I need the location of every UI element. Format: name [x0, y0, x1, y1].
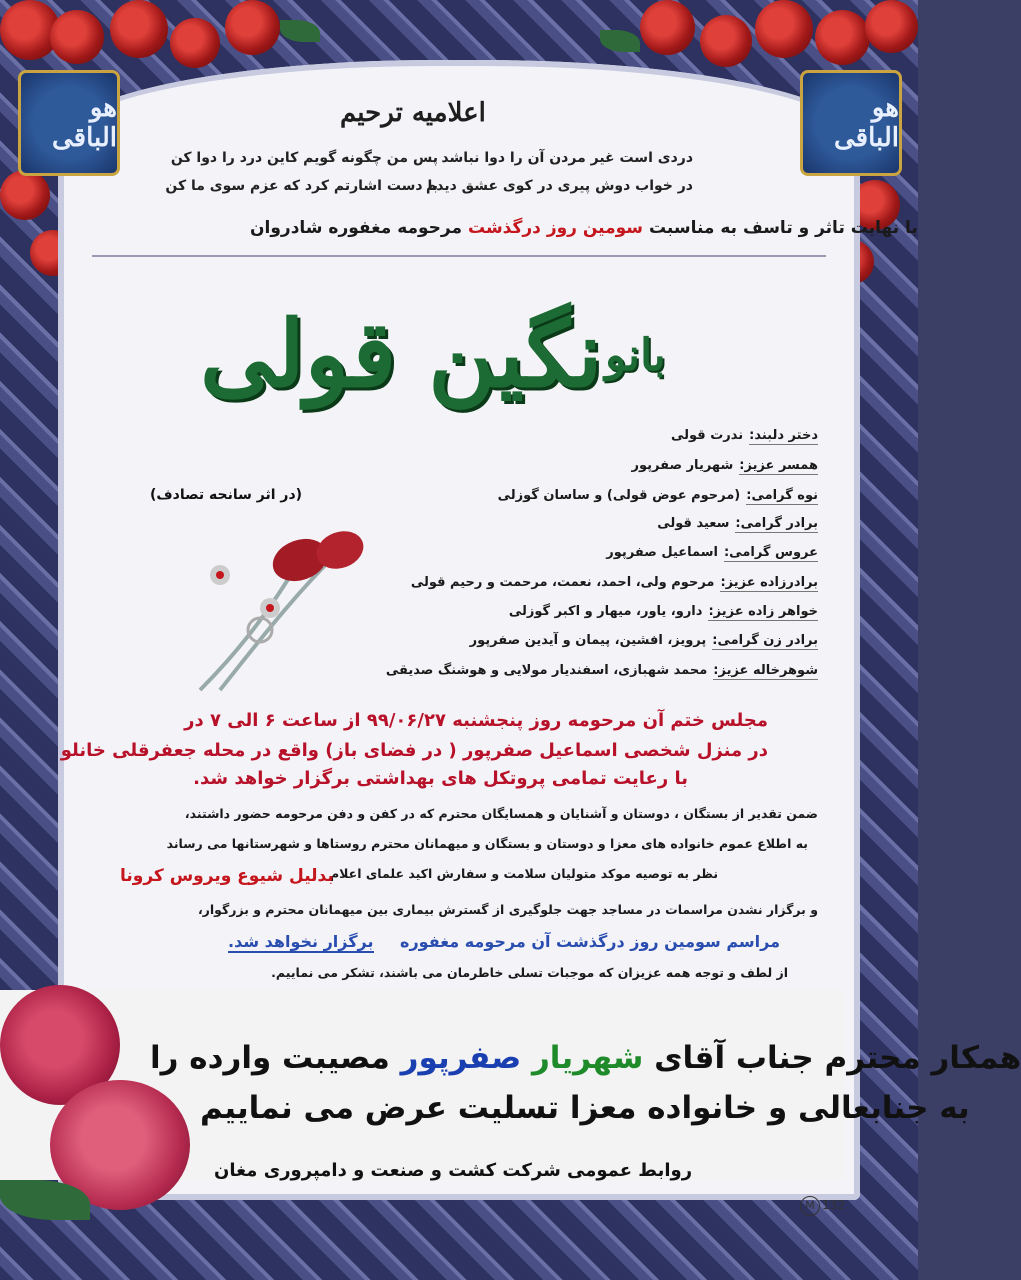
poem-right-2: در خواب دوش پیری در کوی عشق دیدم [425, 178, 693, 194]
right-calligraphy-tile: هو الباقی [800, 70, 902, 176]
relative-label: نوه گرامی: [746, 488, 818, 503]
relative-names: اسماعیل صفرپور [606, 545, 718, 560]
relative-label: برادر زن گرامی: [712, 633, 818, 648]
note-2: به اطلاع عموم خانواده های معزا و دوستان و بستگان و میهمانان محترم روستاها و شهرستانها می رساند [166, 836, 808, 851]
note-4: و برگزار نشدن مراسمات در مساجد جهت جلوگیری از گسترش بیماری بین میهمانان محترم و بزرگوار، [197, 902, 818, 917]
intro-after: مرحومه مغفوره شادروان [250, 218, 463, 238]
death-cause: (در اثر سانحه تصادف) [150, 487, 303, 503]
relative-names: شهریار صفرپور [631, 458, 734, 473]
relative-row [470, 633, 818, 648]
relative-row [632, 458, 818, 473]
relative-row [498, 488, 818, 503]
relative-names: مرحوم ولی، احمد، نعمت، مرحمت و رحیم قولی [410, 575, 715, 590]
signature: روابط عمومی شرکت کشت و صنعت و دامپروری مغان [214, 1160, 693, 1181]
intro-highlight: سومین روز درگذشت [467, 218, 644, 238]
header-divider [92, 255, 826, 257]
intro-line [250, 218, 918, 238]
relative-names: دارو، یاور، میهار و اکبر گوزلی [508, 604, 703, 619]
page-title: اعلامیه ترحیم [340, 98, 486, 128]
poem-right-1: دردی است غیر مردن آن را دوا نباشد [441, 150, 693, 166]
relative-label: خواهر زاده عزیز: [708, 604, 818, 619]
relative-label: برادر گرامی: [735, 516, 818, 531]
printer-mark: M [800, 1196, 820, 1216]
condolence-line-2: به جنابعالی و خانواده معزا تسلیت عرض می نماییم [200, 1090, 970, 1126]
relative-row [386, 663, 818, 678]
print-code: 132 [822, 1198, 845, 1212]
note-3: نظر به توصیه موکد متولیان سلامت و سفارش اکید علمای اعلام [330, 866, 719, 881]
relative-row [657, 516, 818, 531]
relative-label: دختر دلبند: [749, 428, 818, 443]
relative-row [509, 604, 818, 619]
relative-names: محمد شهبازی، اسفندیار مولایی و هوشنگ صدیقی [385, 663, 708, 678]
condolence-text: همکار محترم جناب آقای [654, 1040, 1021, 1076]
left-calligraphy-tile: هو الباقی [18, 70, 120, 176]
flower-ornament [180, 520, 370, 695]
poem-left-2: با دست اشارتم کرد که عزم سوی ما کن [165, 178, 438, 194]
relative-names: سعید قولی [657, 516, 730, 531]
deceased-name: نگین قولی [200, 300, 603, 408]
relative-names: پرویز، افشین، پیمان و آیدین صفرپور [469, 633, 707, 648]
relative-label: عروس گرامی: [723, 545, 818, 560]
colleague-first-name: شهریار [531, 1040, 644, 1076]
ceremony-line-3: با رعایت تمامی پروتکل های بهداشتی برگزار خواهد شد. [193, 768, 688, 789]
condolence-text-end: مصیبت وارده را [150, 1040, 390, 1076]
poem-left-1: پس من چگونه گویم کاین درد را دوا کن [170, 150, 438, 166]
intro-before: با نهایت تاثر و تاسف به مناسبت [648, 218, 918, 238]
cancel-status: برگزار نخواهد شد. [228, 932, 374, 951]
cancel-notice: مراسم سومین روز درگذشت آن مرحومه مغفوره [400, 932, 780, 951]
relative-row [606, 545, 818, 560]
ceremony-line-2: در منزل شخصی اسماعیل صفرپور ( در فضای باز) واقع در محله جعفرقلی خانلو [60, 740, 768, 761]
condolence-line-1 [150, 1040, 1021, 1076]
relative-label: شوهرخاله عزیز: [713, 663, 818, 678]
colleague-last-name: صفرپور [400, 1040, 522, 1076]
corona-reason: بدلیل شیوع ویروس کرونا [120, 866, 334, 886]
relative-label: برادرزاده عزیز: [720, 575, 818, 590]
relative-names: ندرت قولی [670, 428, 744, 443]
note-1: ضمن تقدیر از بستگان ، دوستان و آشنایان و همسایگان محترم که در کفن و دفن مرحومه حضور داشتند، [184, 806, 818, 821]
relative-row [411, 575, 818, 590]
relative-names: (مرحوم عوض قولی) و ساسان گوزلی [497, 488, 741, 503]
thanks-note: از لطف و توجه همه عزیزان که موجبات تسلی خاطرمان می باشند، تشکر می نماییم. [271, 965, 788, 980]
deceased-prefix: بانو [605, 330, 666, 381]
relative-row [671, 428, 818, 443]
relative-label: همسر عزیز: [739, 458, 818, 473]
ceremony-line-1: مجلس ختم آن مرحومه روز پنجشنبه ۹۹/۰۶/۲۷ از ساعت ۶ الی ۷ در [184, 710, 768, 731]
